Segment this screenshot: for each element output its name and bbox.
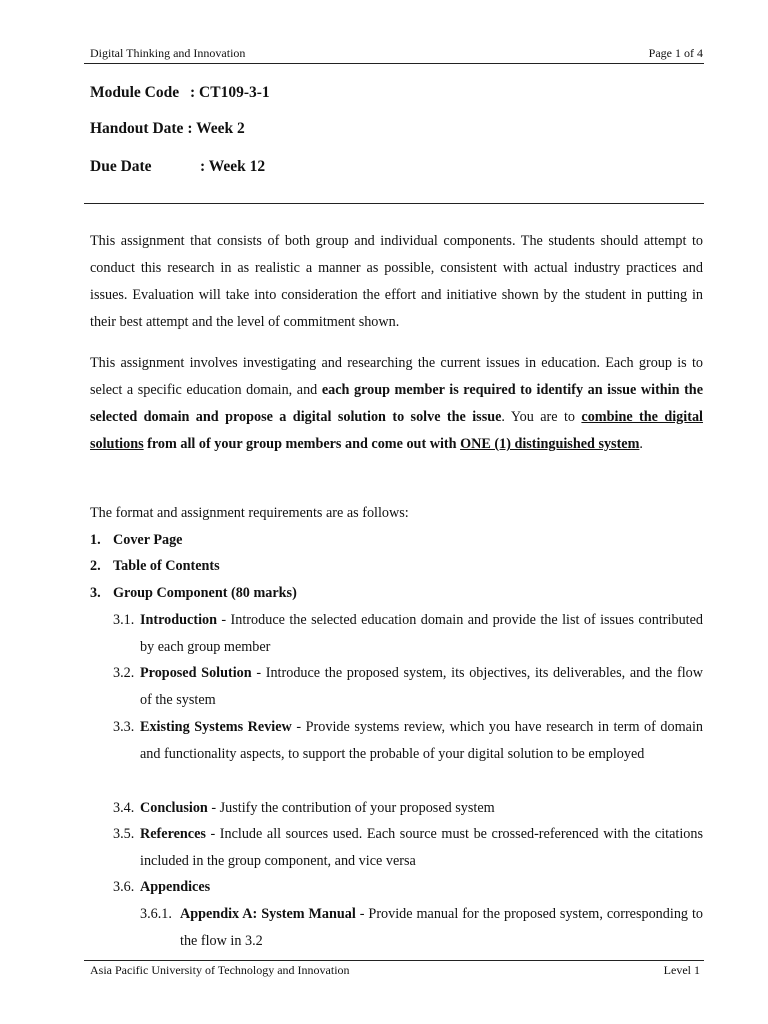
module-code-line (90, 84, 270, 102)
list-item-number: 2. (90, 558, 101, 574)
page-number: Page 1 of 4 (648, 46, 703, 60)
para2-text-a: This assignment involves investigating and researching the current issues in education. Each group is to select a specific education domain, and (90, 355, 703, 398)
page-header-title: Digital Thinking and Innovation (90, 46, 246, 60)
meta-rule (84, 203, 704, 204)
sublist-text: - Include all sources used. Each source must be crossed-referenced with the citations included in the group component, and vice versa (140, 826, 703, 869)
sublist-number: 3.5. (113, 826, 135, 842)
header-rule (84, 63, 704, 64)
list-item-label: Table of Contents (113, 558, 220, 574)
sublist-title: Appendices (140, 879, 211, 895)
sublist-text: - Justify the contribution of your proposed system (207, 800, 495, 816)
format-intro: The format and assignment requirements are as follows: (90, 505, 409, 521)
sublist-item (140, 714, 703, 768)
subsublist-item (180, 901, 703, 955)
para2-emphasis: each group member is required to identify an issue within the selected domain and propose a digital solution to solve the issue (90, 382, 703, 425)
sublist-item (140, 795, 703, 822)
handout-date-line (90, 120, 245, 138)
footer-institution: Asia Pacific University of Technology and Innovation (90, 963, 350, 977)
list-item (90, 580, 297, 607)
due-date-label: Due Date (90, 158, 152, 175)
para2-one-system: ONE (1) distinguished system (460, 436, 640, 452)
sublist-title: Existing Systems Review (140, 719, 292, 735)
sublist-text: - Introduce the selected education domain and provide the list of issues contributed by each group member (140, 612, 703, 655)
sublist-item (140, 821, 703, 875)
para2-text-g: . (639, 436, 643, 452)
para2-text-c: . You are to (501, 409, 582, 425)
para2-text-e: from all of your group members and come out with (143, 436, 461, 452)
sublist-title: Introduction (140, 612, 217, 628)
sublist-text: - Provide systems review, which you have research in term of domain and functionality aspects, to support the probable of your digital solution to be employed (140, 719, 703, 762)
list-item-label: Group Component (80 marks) (113, 585, 297, 601)
sublist-number: 3.3. (113, 719, 135, 735)
list-item-number: 1. (90, 532, 101, 548)
sublist-item (140, 660, 703, 714)
list-item (90, 553, 220, 580)
list-item-label: Cover Page (113, 532, 183, 548)
sublist-number: 3.1. (113, 612, 135, 628)
para2-combine: combine the digital solutions (90, 409, 703, 452)
handout-date-label: Handout Date (90, 120, 184, 137)
sublist-text: - Introduce the proposed system, its objectives, its deliverables, and the flow of the system (140, 665, 704, 708)
footer-rule (84, 960, 704, 961)
sublist-number: 3.4. (113, 800, 135, 816)
footer-level: Level 1 (663, 963, 700, 977)
sublist-number: 3.6. (113, 879, 135, 895)
subsublist-text: - Provide manual for the proposed system, corresponding to the flow in 3.2 (180, 906, 703, 949)
module-code-label: Module Code (90, 84, 180, 101)
subsublist-number: 3.6.1. (140, 906, 172, 922)
sublist-item (140, 607, 703, 661)
sublist-title: References (140, 826, 206, 842)
due-date-line (90, 158, 265, 176)
list-item-number: 3. (90, 585, 101, 601)
sublist-title: Proposed Solution (140, 665, 252, 681)
subsublist-title: Appendix A: System Manual (180, 906, 356, 922)
handout-date-value: : Week 2 (187, 120, 245, 137)
intro-paragraph: This assignment that consists of both group and individual components. The students should attempt to conduct this research in as realistic a manner as possible, consistent with actual industry practices and issues. Evaluation will take into consideration the effort and initiative shown by the student in putting in their best attempt and the level of commitment shown. (90, 233, 703, 330)
module-code-value: : CT109-3-1 (190, 84, 270, 101)
sublist-title: Conclusion (140, 800, 208, 816)
assignment-paragraph (90, 350, 703, 458)
list-item (90, 527, 182, 554)
due-date-value: : Week 12 (200, 158, 266, 175)
sublist-number: 3.2. (113, 665, 135, 681)
sublist-item (140, 874, 703, 901)
